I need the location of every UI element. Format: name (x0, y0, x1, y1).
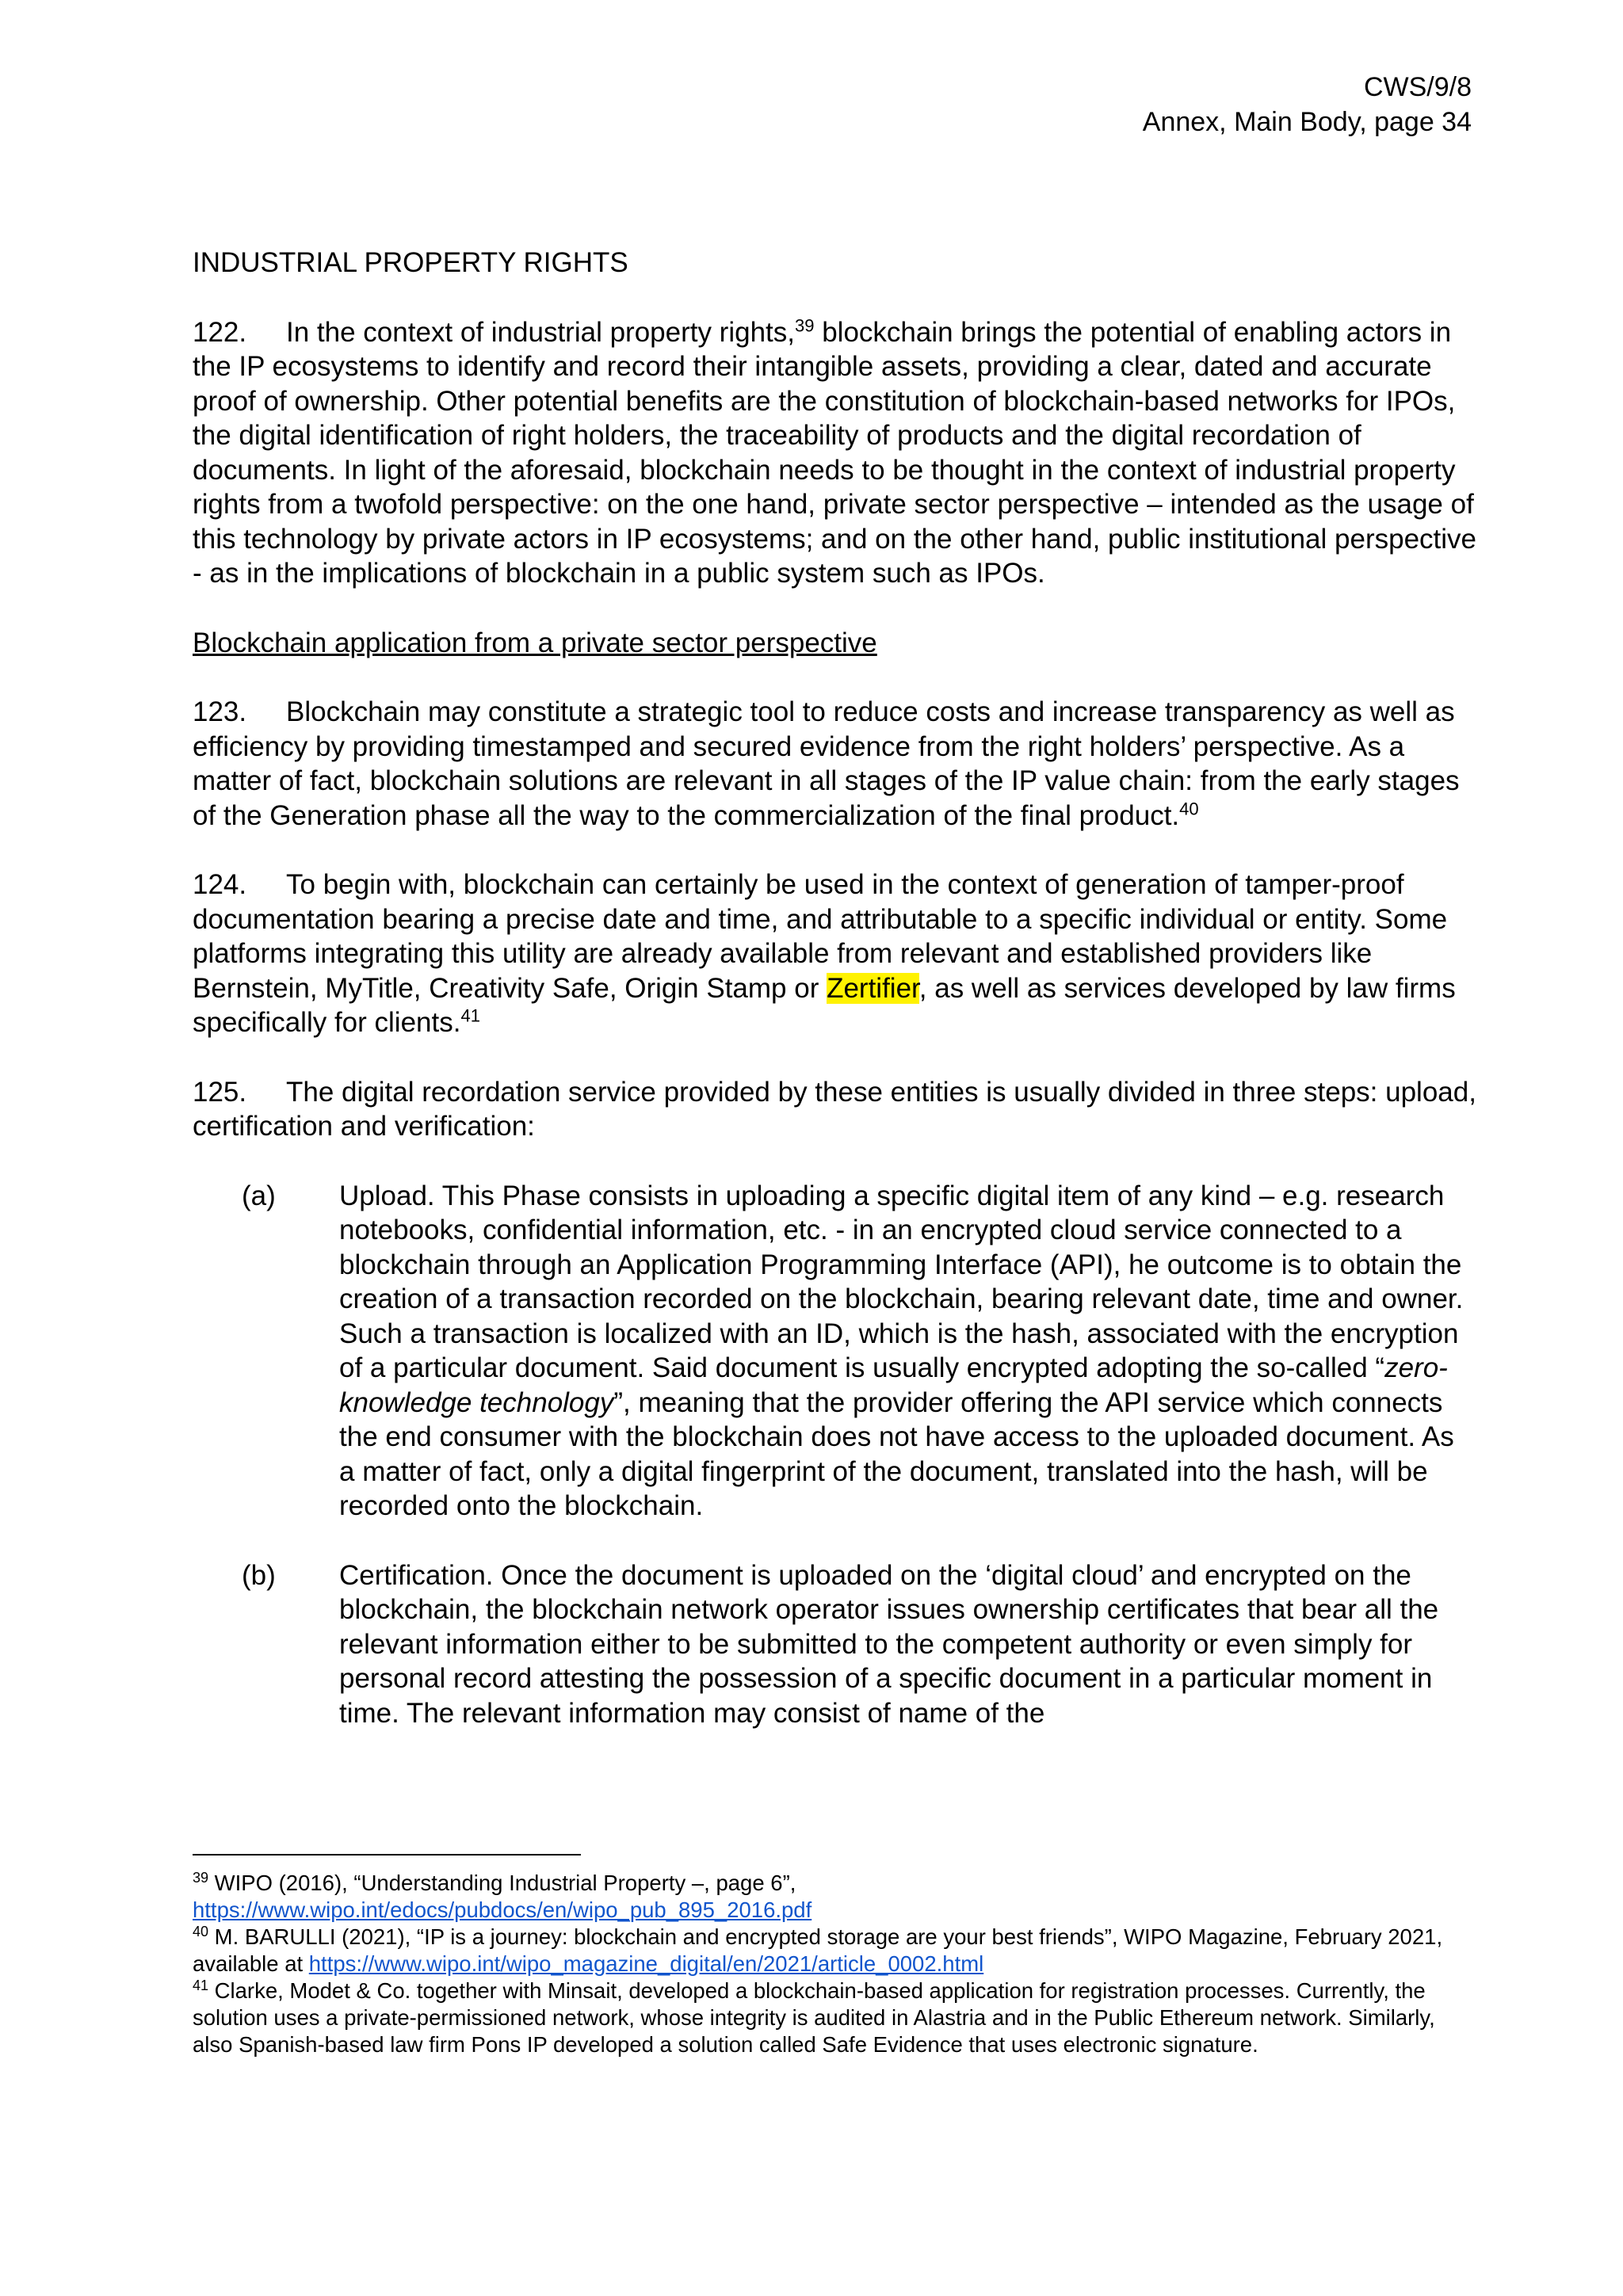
paragraph-122 (193, 315, 1476, 591)
paragraph-124 (193, 868, 1476, 1040)
document-code: CWS/9/8 (1363, 72, 1472, 102)
footnote-40 (193, 1924, 1476, 1978)
footnote-number: 39 (193, 1869, 209, 1886)
paragraph-number: 125. (193, 1076, 247, 1108)
footnote-link[interactable]: https://www.wipo.int/edocs/pubdocs/en/wipo_pub_895_2016.pdf (193, 1897, 812, 1922)
paragraph-number: 124. (193, 869, 247, 900)
footnote-text: M. BARULLI (2021), “IP is a journey: blockchain and encrypted storage are your best friends”, WIPO Magazine, February 2021, available at (193, 1924, 1443, 1976)
paragraph-text: Blockchain may constitute a strategic tool to reduce costs and increase transparency as well as efficiency by providing timestamped and secured evidence from the right holders’ perspective. As a matter of fact, blockchain solutions are relevant in all stages of the IP value chain: from the early stages of the Generation phase all the way to the commercialization of the final product. (193, 696, 1460, 831)
list-item-label: (a) (242, 1180, 276, 1211)
list-item-text-part: ”, meaning that the provider offering the API service which connects the end consumer with the blockchain does not have access to the uploaded document. As a matter of fact, only a digital fingerprint of the document, translated into the hash, will be recorded onto the blockchain. (339, 1386, 1454, 1521)
paragraph-text: To begin with, blockchain can certainly be used in the context of generation of tamper-proof documentation bearing a precise date and time, and attributable to a specific individual or entity. Some platforms integrating this utility are already available from relevant and established providers like Bernstein, MyTitle, Creativity Safe, Origin Stamp or (193, 869, 1448, 1004)
list-item-text-part: Upload. This Phase consists in uploading a specific digital item of any kind – e.g. research notebooks, confidential information, etc. - in an encrypted cloud service connected to a blockchain through an Application Programming Interface (API), he outcome is to obtain the creation of a transaction recorded on the blockchain, bearing relevant date, time and owner. Such a transaction is localized with an ID, which is the hash, associated with the encryption of a particular document. Said document is usually encrypted adopting the so-called “ (339, 1180, 1464, 1383)
footnote-text: WIPO (2016), “Understanding Industrial Property –, page 6”, (208, 1871, 796, 1895)
page-reference: Annex, Main Body, page 34 (1142, 107, 1472, 137)
paragraph-123 (193, 695, 1476, 833)
footnote-41 (193, 1978, 1476, 2058)
paragraph-text: blockchain brings the potential of enabling actors in the IP ecosystems to identify and record their intangible assets, providing a clear, dated and accurate proof of ownership. Other potential benefits are the constitution of blockchain-based networks for IPOs, the digital identification of right holders, the traceability of products and the digital recordation of documents. In light of the aforesaid, blockchain needs to be thought in the context of industrial property rights from a twofold perspective: on the one hand, private sector perspective – intended as the usage of this technology by private actors in IP ecosystems; and on the other hand, public institutional perspective - as in the implications of blockchain in a public system such as IPOs. (193, 316, 1476, 589)
paragraph-number: 122. (193, 316, 247, 348)
italic-term: zero-knowledge technology (339, 1352, 1448, 1418)
paragraph-text: , as well as services developed by law firms specifically for clients. (193, 972, 1456, 1038)
list-item-a (193, 1179, 1476, 1524)
footnote-number: 40 (193, 1923, 209, 1939)
highlighted-text: Zertifier (827, 972, 919, 1004)
footnote-link[interactable]: https://www.wipo.int/wipo_magazine_digital/en/2021/article_0002.html (308, 1951, 984, 1976)
footnote-separator (193, 1854, 581, 1855)
footnote-39 (193, 1870, 1476, 1924)
paragraph-125 (193, 1075, 1476, 1144)
paragraph-text: The digital recordation service provided by these entities is usually divided in three steps: upload, certification and verification: (193, 1076, 1476, 1142)
footnote-ref-40[interactable]: 40 (1179, 798, 1199, 818)
list-item-text (339, 1179, 1476, 1524)
footnote-number: 41 (193, 1977, 209, 1993)
footnote-ref-39[interactable]: 39 (795, 315, 815, 335)
footnotes (193, 1854, 1476, 2058)
main-body (193, 246, 1476, 1765)
footnote-ref-41[interactable]: 41 (460, 1005, 480, 1026)
list-item-label: (b) (242, 1559, 276, 1591)
section-title: INDUSTRIAL PROPERTY RIGHTS (193, 247, 628, 278)
subheading: Blockchain application from a private sector perspective (193, 627, 877, 658)
list-item-text: Certification. Once the document is uploaded on the ‘digital cloud’ and encrypted on the blockchain, the blockchain network operator issues ownership certificates that bear all the relevant information either to be submitted to the competent authority or even simply for personal record attesting the possession of a specific document in a particular moment in time. The relevant information may consist of name of the (339, 1559, 1439, 1729)
footnote-text: Clarke, Modet & Co. together with Minsait, developed a blockchain-based application for registration processes. Currently, the solution uses a private-permissioned network, whose integrity is audited in Alastria and in the Public Ethereum network. Similarly, also Spanish-based law firm Pons IP developed a solution called Safe Evidence that uses electronic signature. (193, 1978, 1435, 2057)
paragraph-number: 123. (193, 696, 247, 727)
paragraph-text: In the context of industrial property rights, (286, 316, 795, 348)
list-item-b (193, 1558, 1476, 1731)
page-header (1143, 70, 1472, 139)
